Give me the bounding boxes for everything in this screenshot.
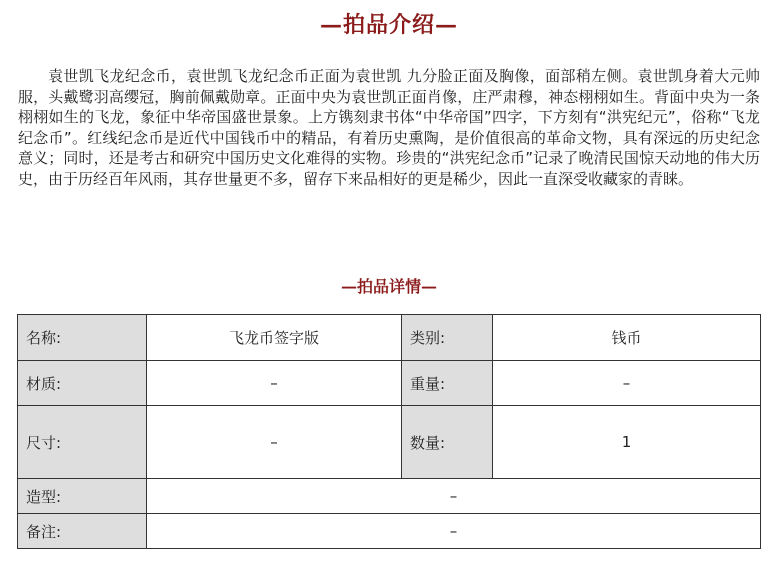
table-row [18, 406, 761, 479]
name-label: 名称: [18, 315, 147, 361]
table-row [18, 514, 761, 549]
material-value: – [147, 361, 402, 406]
table-row [18, 315, 761, 361]
size-label: 尺寸: [18, 406, 147, 479]
shape-label: 造型: [18, 479, 147, 514]
remark-value: – [147, 514, 761, 549]
category-value: 钱币 [493, 315, 761, 361]
table-row [18, 479, 761, 514]
intro-paragraph: 袁世凯飞龙纪念币，袁世凯飞龙纪念币正面为袁世凯 九分脸正面及胸像，面部稍左侧。袁世凯身着大元帅服，头戴鹭羽高缨冠，胸前佩戴勋章。正面中央为袁世凯正面肖像，庄严肃穆，神态栩栩如生。背面中央为一条栩栩如生的飞龙，象征中华帝国盛世景象。上方镌刻隶书体“中华帝国”四字，下方刻有“洪宪纪元”，俗称“飞龙纪念币”。红线纪念币是近代中国钱币中的精品，有着历史熏陶，是价值很高的革命文物，具有深远的历史纪念意义；同时，还是考古和研究中国历史文化难得的实物。珍贵的“洪宪纪念币”记录了晚清民国惊天动地的伟大历史，由于历经百年风雨，其存世量更不多，留存下来品相好的更是稀少，因此一直深受收藏家的青睐。 [18, 67, 760, 188]
quantity-value: 1 [493, 406, 761, 479]
section-title-intro: —拍品介绍— [319, 12, 458, 38]
weight-label: 重量: [402, 361, 493, 406]
weight-value: – [493, 361, 761, 406]
table-row [18, 361, 761, 406]
material-label: 材质: [18, 361, 147, 406]
details-table [17, 314, 761, 549]
section-title-details: —拍品详情— [340, 277, 437, 296]
size-value: – [147, 406, 402, 479]
remark-label: 备注: [18, 514, 147, 549]
name-value: 飞龙币签字版 [147, 315, 402, 361]
shape-value: – [147, 479, 761, 514]
quantity-label: 数量: [402, 406, 493, 479]
category-label: 类别: [402, 315, 493, 361]
